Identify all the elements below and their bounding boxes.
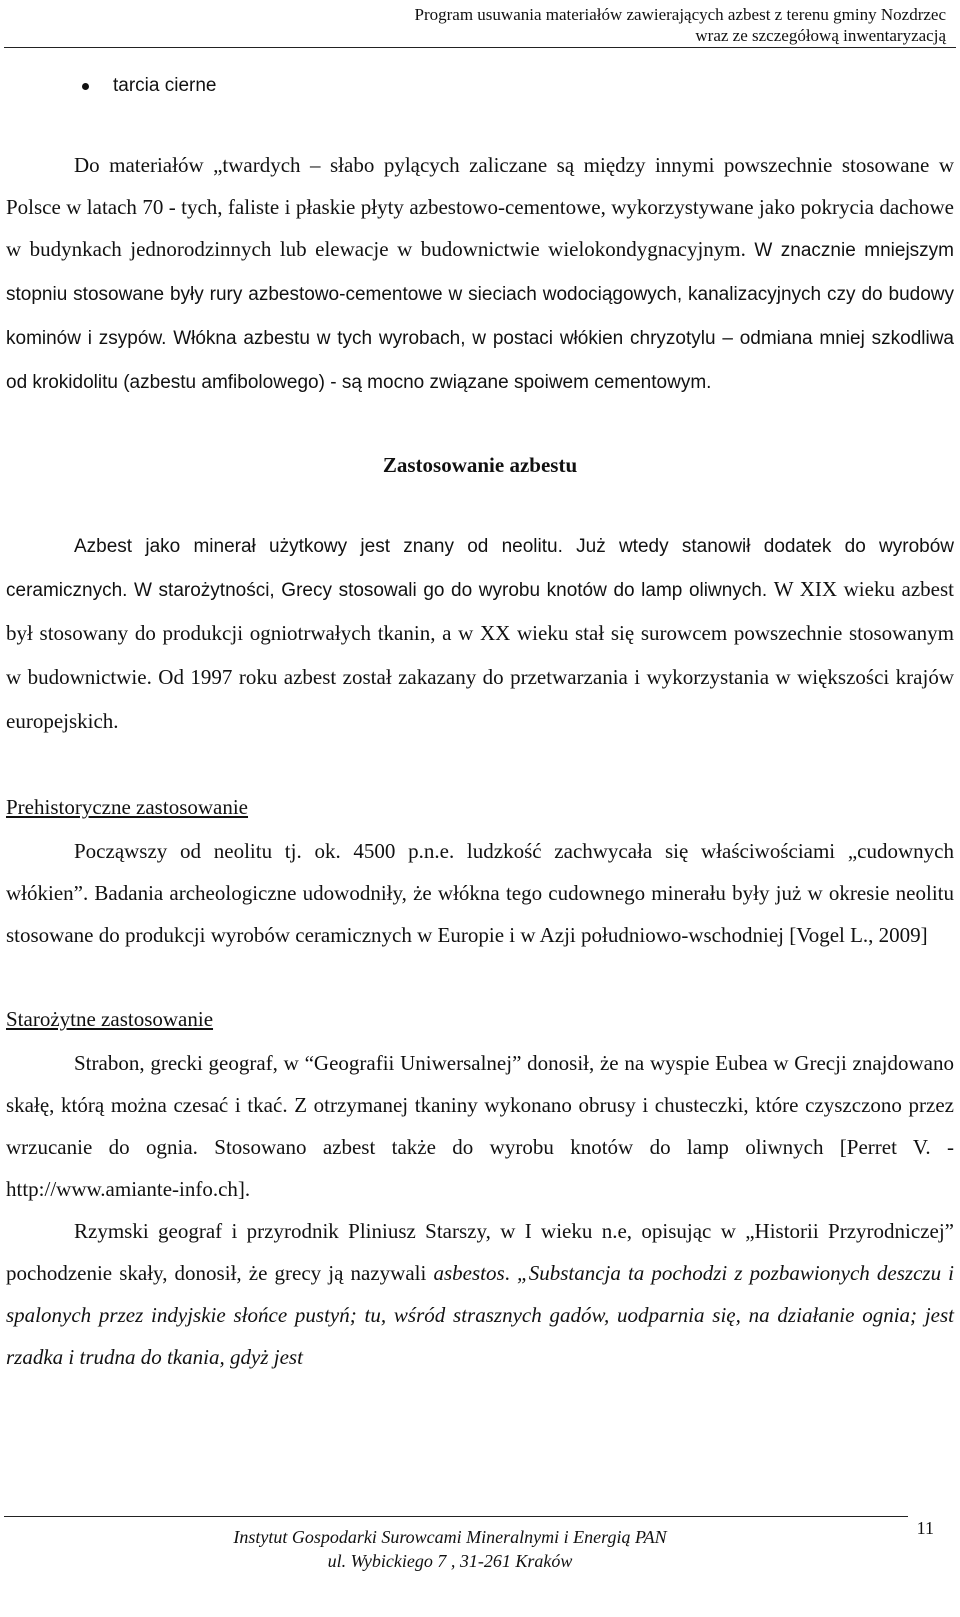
paragraph-hard-materials bbox=[6, 144, 954, 404]
page-number: 11 bbox=[916, 1518, 934, 1538]
bullet-text: tarcia cierne bbox=[113, 75, 217, 96]
paragraph-usage bbox=[6, 526, 954, 744]
footer-rule bbox=[4, 1516, 908, 1517]
subheading-ancient: Starożytne zastosowanie bbox=[6, 1007, 214, 1031]
footer-line-1: Instytut Gospodarki Surowcami Mineralnymi i Energią PAN bbox=[233, 1527, 667, 1547]
running-footer bbox=[0, 1525, 900, 1573]
bullet-icon bbox=[82, 83, 89, 90]
bullet-item bbox=[6, 70, 954, 102]
para1-part3: Włókna azbestu w tych wyrobach, w postaci włókien chryzotylu – odmiana mniej szkodliwa od krokidolitu (azbestu amfibolowego) - są mocno związane spoiwem cementowym. bbox=[6, 328, 954, 393]
para2-part2: W XIX wieku azbest był stosowany do produkcji ogniotrwałych tkanin, a w XX wieku stał się surowcem powszechnie stosowanym w budownictwie. Od 1997 roku azbest został zakazany do przetwarzania i wykorzystania w większości krajów europejskich. bbox=[6, 577, 954, 733]
paragraph-prehistoric: Począwszy od neolitu tj. ok. 4500 p.n.e. ludzkość zachwycała się właściwościami „cudownych włókien”. Badania archeologiczne udowodniły, że włókna tego cudownego minerału były już w okresie neolitu stosowane do produkcji wyrobów ceramicznych w Europie i w Azji południowo-wschodniej [Vogel L., 2009] bbox=[6, 839, 954, 947]
header-rule bbox=[4, 47, 956, 48]
footer-line-2: ul. Wybickiego 7 , 31-261 Kraków bbox=[327, 1551, 573, 1571]
para5-part1: Rzymski geograf i przyrodnik Pliniusz Starszy, w I wieku n.e, opisując w „Historii Przyrodniczej” pochodzenie skały, donosił, że grecy ją nazywali bbox=[6, 1219, 954, 1285]
subheading-prehistoric: Prehistoryczne zastosowanie bbox=[6, 795, 249, 819]
page-body bbox=[6, 60, 954, 1378]
para5-italic-quote: „Substancja ta pochodzi z pozbawionych deszczu i spalonych przez indyjskie słońce pustyń; tu, wśród strasznych gadów, uodparnia się, na działanie ognia; jest rzadka i trudna do tkania, gdyż jest bbox=[6, 1261, 955, 1369]
para5-dot: . bbox=[504, 1261, 510, 1285]
para1-part2: W znacznie mniejszym stopniu stosowane były rury azbestowo-cementowe w sieciach wodociągowych, kanalizacyjnych czy do budowy kominów i zsypów. bbox=[6, 240, 955, 349]
paragraph-ancient: Strabon, grecki geograf, w “Geografii Uniwersalnej” donosił, że na wyspie Eubea w Grecji znajdowano skałę, którą można czesać i tkać. Z otrzymanej tkaniny wykonano obrusy i chusteczki, które czyszczono przez wrzucanie do ognia. Stosowano azbest także do wyrobu knotów do lamp oliwnych [Perret V. - http://www.amiante-info.ch]. bbox=[6, 1051, 954, 1201]
header-line-2: wraz ze szczegółową inwentaryzacją bbox=[695, 26, 946, 45]
running-header bbox=[246, 4, 946, 46]
para2-part1: Azbest jako minerał użytkowy jest znany od neolitu. Już wtedy stanowił dodatek do wyrobów ceramicznych. W starożytności, Grecy stosowali go do wyrobu knotów do lamp oliwnych. bbox=[6, 536, 954, 601]
section-title: Zastosowanie azbestu bbox=[382, 453, 578, 477]
para5-italic-asbestos: asbestos bbox=[433, 1261, 505, 1285]
header-line-1: Program usuwania materiałów zawierających azbest z terenu gminy Nozdrzec bbox=[414, 5, 946, 24]
paragraph-pliny bbox=[6, 1210, 954, 1378]
para1-part1: Do materiałów „twardych – słabo pylących zaliczane są między innymi powszechnie stosowane w Polsce w latach 70 - tych, faliste i płaskie płyty azbestowo-cementowe, wykorzystywane jako pokrycia dachowe w budynkach jednorodzinnych lub elewacje w budownictwie wielokondygnacyjnym. bbox=[6, 153, 954, 261]
